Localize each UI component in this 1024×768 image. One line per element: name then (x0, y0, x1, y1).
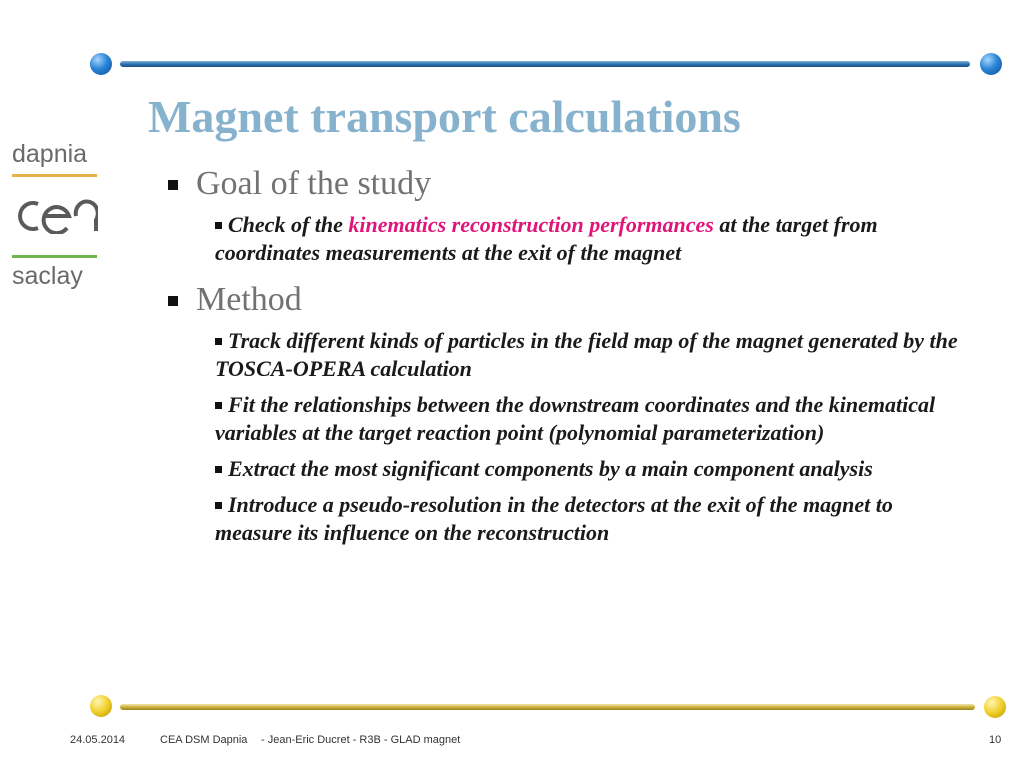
bullet-item (215, 211, 975, 267)
bullet-item (215, 455, 975, 483)
bullet-item (215, 391, 975, 447)
square-bullet-icon (215, 466, 222, 473)
section-heading-goal (168, 165, 988, 203)
bullet-text-post: at the target from coordinates measurements at the exit of the magnet (215, 212, 878, 265)
square-bullet-icon (215, 222, 222, 229)
bottom-left-dot (90, 695, 112, 717)
bullet-item (215, 491, 975, 547)
bullet-text-pre: Check of the (228, 212, 349, 237)
section-heading-text: Goal of the study (196, 165, 432, 202)
square-bullet-icon (215, 502, 222, 509)
bullet-text: Fit the relationships between the downstream coordinates and the kinematical variables at the target reaction point (polynomial parameterization) (215, 392, 936, 445)
logo-divider-bottom (12, 255, 97, 258)
logo-divider-top (12, 174, 97, 177)
cea-logo-mark (12, 198, 98, 234)
page-number: 10 (989, 734, 1002, 746)
top-right-dot (980, 53, 1002, 75)
cea-logo (12, 198, 98, 239)
dapnia-logo: dapnia (12, 140, 88, 168)
bullet-text: Track different kinds of particles in the field map of the magnet generated by the TOSCA-OPERA calculation (215, 328, 958, 381)
bullet-text: Introduce a pseudo-resolution in the detectors at the exit of the magnet to measure its influence on the reconstruction (215, 492, 893, 545)
saclay-logo: saclay (12, 262, 83, 290)
bottom-divider (120, 704, 975, 710)
bullet-text: Extract the most significant components by a main component analysis (228, 456, 873, 481)
top-divider (120, 61, 970, 67)
slide-content (168, 165, 988, 555)
slide-title: Magnet transport calculations (148, 91, 741, 142)
section-heading-method (168, 281, 988, 319)
footer-org: CEA DSM Dapnia (160, 734, 248, 746)
highlighted-text: kinematics reconstruction performances (348, 212, 714, 237)
section-heading-text: Method (196, 281, 302, 318)
top-left-dot (90, 53, 112, 75)
square-bullet-icon (168, 296, 178, 306)
square-bullet-icon (215, 402, 222, 409)
square-bullet-icon (215, 338, 222, 345)
bullet-item (215, 327, 975, 383)
bottom-right-dot (984, 696, 1006, 718)
footer-author: - Jean-Eric Ducret - R3B - GLAD magnet (261, 734, 461, 746)
footer-date: 24.05.2014 (70, 734, 126, 746)
square-bullet-icon (168, 180, 178, 190)
